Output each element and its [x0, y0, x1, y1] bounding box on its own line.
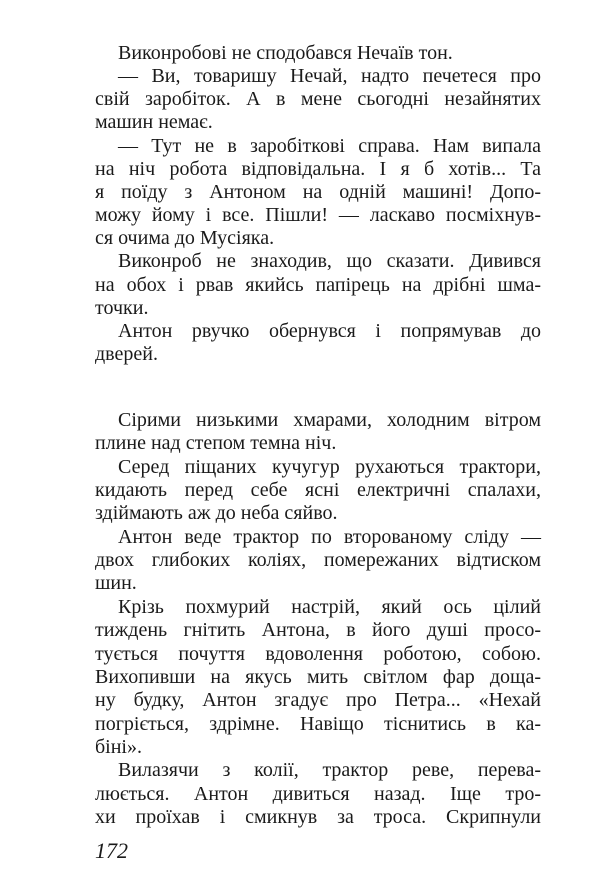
text-line: я поїду з Антоном на одній машині! Допо-: [95, 180, 541, 203]
text-line: біні».: [95, 735, 142, 758]
text-line: ся очима до Мусіяка.: [95, 227, 275, 250]
text-line: на ніч робота відповідальна. І я б хотів... Та: [95, 157, 541, 180]
text-line: Виконробові не сподобався Нечаїв тон.: [118, 42, 453, 64]
text-line: Крізь похмурий настрій, який ось цілий: [118, 595, 541, 618]
text-line: точки.: [95, 296, 149, 319]
text-line: плине над степом темна ніч.: [95, 432, 337, 455]
text-line: люється. Антон дивиться назад. Іще тро-: [95, 782, 541, 805]
text-line: кидають перед себе ясні електричні спалахи,: [95, 479, 541, 502]
page-number: 172: [95, 838, 128, 863]
text-line: свій заробіток. А в мене сьогодні незайнятих: [95, 88, 541, 111]
text-line: можу йому і все. Пішли! — ласкаво посміхнув-: [95, 204, 541, 227]
text-line: Виконроб не знаходив, що сказати. Дивився: [118, 250, 541, 273]
text-line: хи проїхав і смикнув за троса. Скрипнули: [95, 805, 541, 828]
text-line: шин.: [95, 572, 137, 595]
text-line: погріється, здрімне. Навіщо тіснитись в ка-: [95, 712, 541, 735]
text-line: Сірими низькими хмарами, холодним вітром: [118, 409, 541, 431]
text-line: тується почуття вдоволення роботою, собою.: [95, 642, 541, 665]
text-line: Серед піщаних кучугур рухаються трактори,: [118, 455, 541, 478]
text-line: Вилазячи з колії, трактор реве, перева-: [118, 759, 541, 782]
text-line: Антон рвучко обернувся і попрямував до: [118, 319, 541, 342]
text-line: Антон веде трактор по второваному сліду —: [118, 525, 541, 548]
text-line: — Ви, товаришу Нечай, надто печетеся про: [118, 65, 541, 88]
text-line: машин немає.: [95, 111, 213, 134]
text-line: здіймають аж до неба сяйво.: [95, 502, 338, 525]
text-line: Вихопивши на якусь мить світлом фар доща-: [95, 665, 541, 688]
text-line: на обох і рвав якийсь папірець на дрібні шма-: [95, 273, 541, 296]
text-line: дверей.: [95, 342, 158, 365]
text-line: ну будку, Антон згадує про Петра... «Нехай: [95, 689, 541, 712]
text-line: — Тут не в заробіткові справа. Нам випала: [118, 134, 541, 157]
text-line: двох глибоких коліях, помережаних відтиском: [95, 549, 541, 572]
text-line: тиждень гнітить Антона, в його душі просо-: [95, 619, 541, 642]
